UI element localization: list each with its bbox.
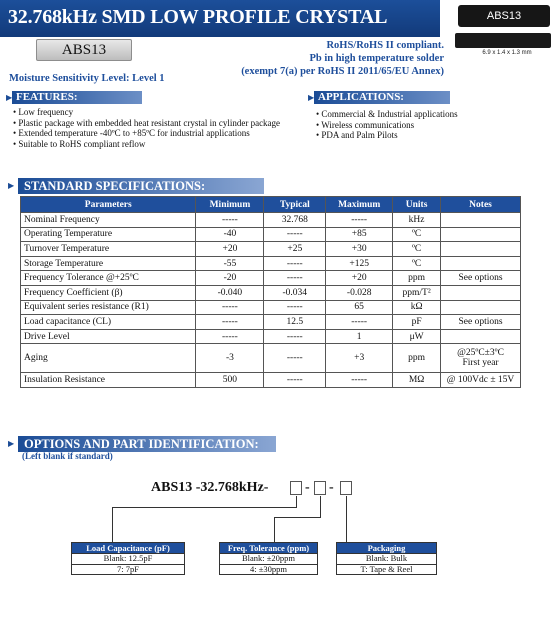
- applications-header: [314, 91, 450, 104]
- table-cell: -0.040: [196, 285, 264, 300]
- list-item: • Plastic package with embedded heat resistant crystal in cylinder package: [13, 117, 281, 128]
- applications-title: APPLICATIONS:: [318, 91, 404, 103]
- compliance-line: Pb in high temperature solder: [309, 53, 444, 64]
- option-box-packaging: [340, 481, 352, 495]
- parameter-cell: Drive Level: [21, 329, 196, 344]
- column-header: Freq. Tolerance (ppm): [220, 543, 318, 554]
- table-cell: 500: [196, 373, 264, 388]
- table-cell: -----: [326, 213, 393, 228]
- table-cell: ºC: [393, 227, 441, 242]
- table-cell: Blank: 12.5pF: [72, 554, 185, 565]
- specifications-title: STANDARD SPECIFICATIONS:: [24, 179, 206, 193]
- compliance-line: (exempt 7(a) per RoHS II 2011/65/EU Annex): [241, 66, 444, 77]
- features-header: [12, 91, 142, 104]
- table-cell: -----: [264, 227, 326, 242]
- options-header: [18, 436, 276, 452]
- separator: -: [329, 480, 334, 495]
- table-cell: 12.5: [264, 315, 326, 330]
- column-header: Minimum: [196, 197, 264, 213]
- table-cell: 32.768: [264, 213, 326, 228]
- table-cell: MΩ: [393, 373, 441, 388]
- part-number-tab: [36, 39, 132, 61]
- table-cell: kHz: [393, 213, 441, 228]
- table-row: [21, 242, 521, 257]
- chevron-right-icon: ▶: [308, 93, 315, 102]
- table-cell: -----: [196, 213, 264, 228]
- chip-top-view: [458, 5, 550, 27]
- table-row: [21, 285, 521, 300]
- table-cell: ppm/T²: [393, 285, 441, 300]
- options-note: (Left blank if standard): [22, 451, 113, 461]
- connector-line: [112, 507, 113, 542]
- table-row: [21, 315, 521, 330]
- separator: -: [305, 480, 310, 495]
- table-cell: ppm: [393, 271, 441, 286]
- table-cell: [441, 242, 521, 257]
- chip-side-view: [455, 33, 551, 48]
- table-row: [21, 300, 521, 315]
- table-cell: @25ºC±3ºC First year: [441, 344, 521, 373]
- table-cell: +20: [326, 271, 393, 286]
- connector-line: [112, 507, 297, 508]
- table-cell: -----: [196, 300, 264, 315]
- options-title: OPTIONS AND PART IDENTIFICATION:: [24, 437, 259, 451]
- list-item: • Commercial & Industrial applications: [316, 109, 458, 119]
- table-cell: -----: [264, 373, 326, 388]
- table-cell: [441, 329, 521, 344]
- load-capacitance-table: [71, 542, 185, 575]
- table-cell: [441, 256, 521, 271]
- specifications-header: [18, 178, 264, 194]
- table-cell: -0.028: [326, 285, 393, 300]
- table-cell: pF: [393, 315, 441, 330]
- table-cell: -----: [264, 256, 326, 271]
- table-cell: @ 100Vdc ± 15V: [441, 373, 521, 388]
- chevron-right-icon: ▶: [8, 439, 15, 448]
- chevron-right-icon: ▶: [8, 181, 15, 190]
- table-cell: [441, 285, 521, 300]
- table-cell: -----: [326, 373, 393, 388]
- table-cell: [441, 227, 521, 242]
- part-number-template: ABS13 -32.768kHz-: [151, 480, 269, 495]
- product-photo: [452, 2, 552, 62]
- parameter-cell: Nominal Frequency: [21, 213, 196, 228]
- connector-line: [346, 496, 347, 542]
- table-row: [21, 329, 521, 344]
- features-list: [13, 107, 280, 149]
- table-cell: Blank: ±20ppm: [220, 554, 318, 565]
- parameter-cell: Turnover Temperature: [21, 242, 196, 257]
- table-cell: +25: [264, 242, 326, 257]
- table-cell: +85: [326, 227, 393, 242]
- table-row: [21, 213, 521, 228]
- table-cell: -----: [264, 271, 326, 286]
- table-cell: -----: [264, 344, 326, 373]
- table-cell: T: Tape & Reel: [337, 564, 437, 575]
- list-item: • Low frequency: [13, 107, 74, 117]
- table-cell: +20: [196, 242, 264, 257]
- table-cell: -55: [196, 256, 264, 271]
- column-header: Notes: [441, 197, 521, 213]
- applications-list: [316, 109, 458, 141]
- table-cell: [441, 213, 521, 228]
- connector-line: [274, 517, 275, 542]
- parameter-cell: Equivalent series resistance (R1): [21, 300, 196, 315]
- table-cell: Blank: Bulk: [337, 554, 437, 565]
- specifications-table: [20, 196, 521, 388]
- table-cell: 1: [326, 329, 393, 344]
- parameter-cell: Load capacitance (CL): [21, 315, 196, 330]
- table-row: [21, 344, 521, 373]
- table-cell: -40: [196, 227, 264, 242]
- table-header-row: [21, 197, 521, 213]
- features-title: FEATURES:: [16, 91, 78, 103]
- chip-marking: ABS13: [486, 10, 522, 22]
- table-cell: See options: [441, 271, 521, 286]
- table-row: [21, 227, 521, 242]
- frequency-tolerance-table: [219, 542, 318, 575]
- table-cell: See options: [441, 315, 521, 330]
- table-cell: +125: [326, 256, 393, 271]
- part-number-label: ABS13: [61, 42, 107, 58]
- compliance-note: [144, 39, 444, 78]
- chevron-right-icon: ▶: [6, 93, 13, 102]
- table-cell: ºC: [393, 256, 441, 271]
- parameter-cell: Insulation Resistance: [21, 373, 196, 388]
- option-box-tolerance: [314, 481, 326, 495]
- table-cell: -----: [196, 315, 264, 330]
- table-cell: kΩ: [393, 300, 441, 315]
- table-cell: -3: [196, 344, 264, 373]
- page-title: 32.768kHz SMD LOW PROFILE CRYSTAL: [8, 6, 388, 28]
- compliance-line: RoHS/RoHS II compliant.: [326, 40, 444, 51]
- table-cell: -----: [264, 300, 326, 315]
- table-cell: 65: [326, 300, 393, 315]
- packaging-table: [336, 542, 437, 575]
- parameter-cell: Storage Temperature: [21, 256, 196, 271]
- table-cell: +3: [326, 344, 393, 373]
- list-item: • Extended temperature -40ºC to +85ºC for industrial applications: [13, 128, 250, 138]
- parameter-cell: Operating Temperature: [21, 227, 196, 242]
- column-header: Packaging: [337, 543, 437, 554]
- table-cell: 4: ±30ppm: [220, 564, 318, 575]
- connector-line: [274, 517, 321, 518]
- title-bar: [0, 0, 440, 37]
- table-cell: ppm: [393, 344, 441, 373]
- list-item: • Suitable to RoHS compliant reflow: [13, 138, 146, 149]
- table-cell: -20: [196, 271, 264, 286]
- column-header: Load Capacitance (pF): [72, 543, 185, 554]
- table-cell: μW: [393, 329, 441, 344]
- column-header: Typical: [264, 197, 326, 213]
- column-header: Units: [393, 197, 441, 213]
- table-cell: 7: 7pF: [72, 564, 185, 575]
- table-cell: +30: [326, 242, 393, 257]
- option-box-load: [290, 481, 302, 495]
- table-row: [21, 256, 521, 271]
- table-cell: -----: [196, 329, 264, 344]
- column-header: Maximum: [326, 197, 393, 213]
- table-cell: -----: [326, 315, 393, 330]
- list-item: • PDA and Palm Pilots: [316, 130, 398, 140]
- table-cell: ºC: [393, 242, 441, 257]
- table-row: [21, 271, 521, 286]
- table-row: [21, 373, 521, 388]
- table-cell: [441, 300, 521, 315]
- list-item: • Wireless communications: [316, 119, 415, 130]
- chip-dimensions: 6.9 x 1.4 x 1.3 mm: [482, 50, 532, 56]
- parameter-cell: Aging: [21, 344, 196, 373]
- table-cell: -0.034: [264, 285, 326, 300]
- moisture-sensitivity: Moisture Sensitivity Level: Level 1: [9, 73, 165, 84]
- column-header: Parameters: [21, 197, 196, 213]
- parameter-cell: Frequency Coefficient (β): [21, 285, 196, 300]
- connector-line: [320, 496, 321, 518]
- parameter-cell: Frequency Tolerance @+25ºC: [21, 271, 196, 286]
- table-cell: -----: [264, 329, 326, 344]
